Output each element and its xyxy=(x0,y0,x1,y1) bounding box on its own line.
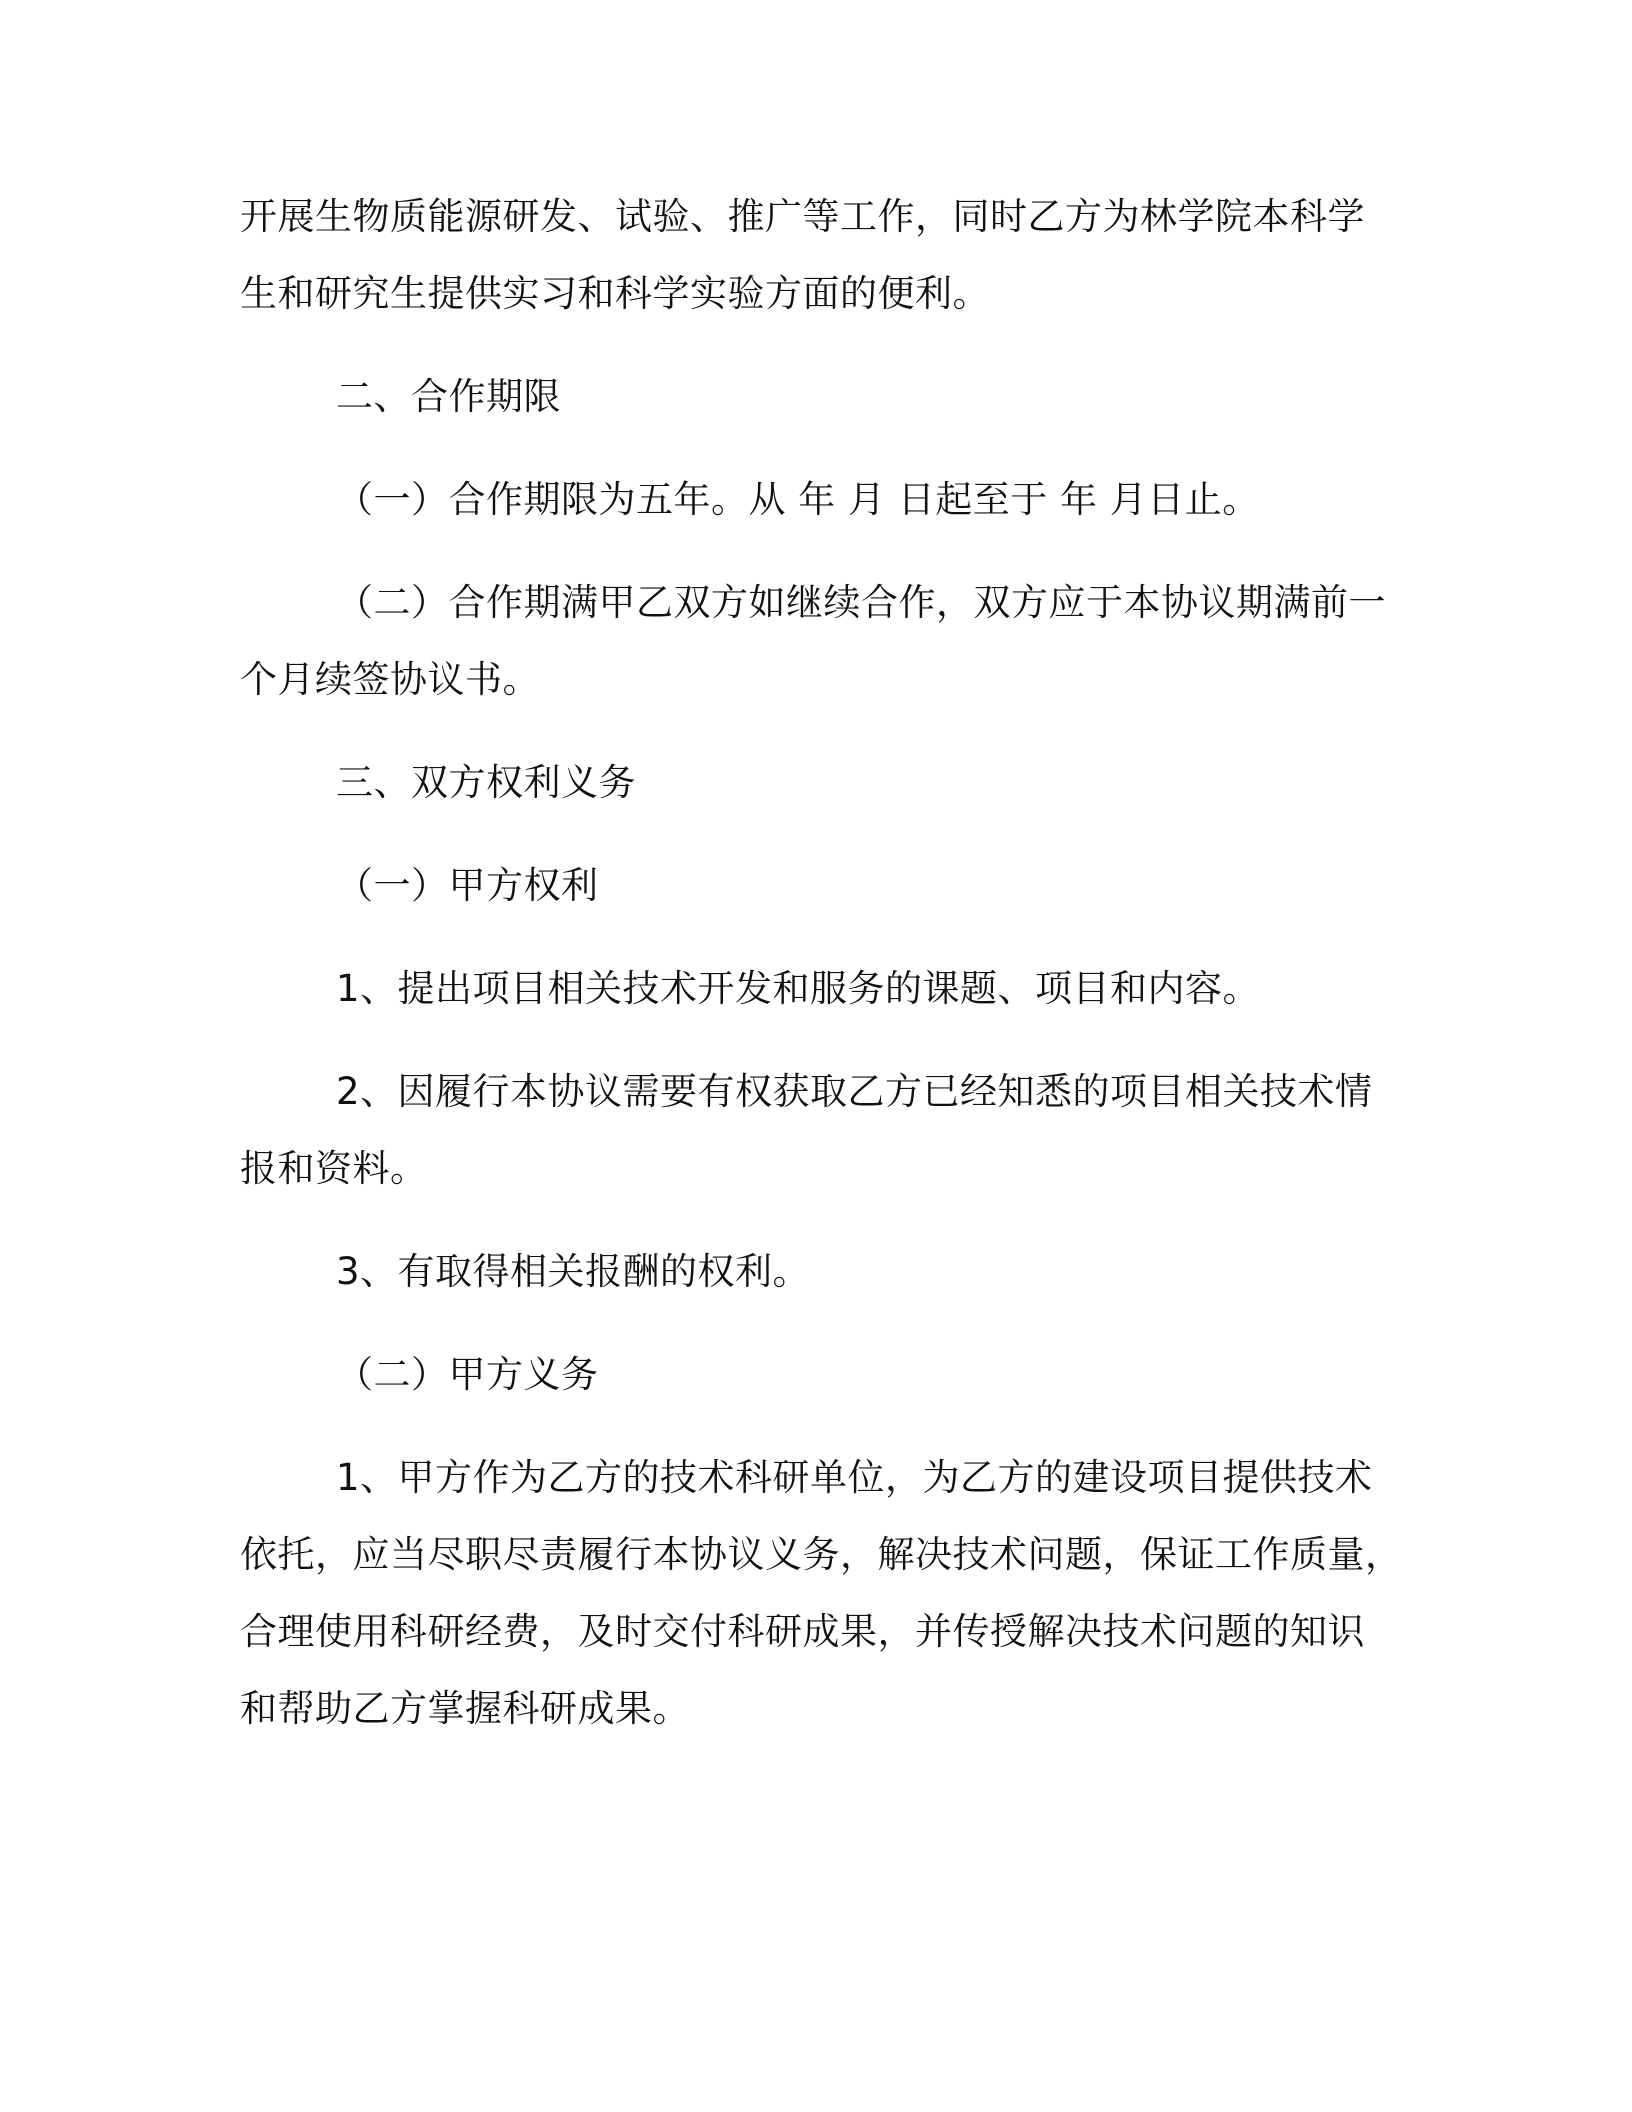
text-line: 合理使用科研经费，及时交付科研成果，并传授解决技术问题的知识 xyxy=(240,1610,1365,1653)
text-line: 报和资料。 xyxy=(240,1147,428,1190)
subsection-heading: （二）甲方义务 xyxy=(336,1353,599,1396)
text-line: 2、因履行本协议需要有权获取乙方已经知悉的项目相关技术情 xyxy=(336,1070,1373,1113)
section-heading: 三、双方权利义务 xyxy=(336,761,636,804)
text-line: 生和研究生提供实习和科学实验方面的便利。 xyxy=(240,272,990,315)
text-line: 依托，应当尽职尽责履行本协议义务，解决技术问题，保证工作质量， xyxy=(240,1533,1403,1576)
text-line: （一）合作期限为五年。从 年 月 日起至于 年 月日止。 xyxy=(336,478,1260,521)
section-heading: 二、合作期限 xyxy=(336,375,561,418)
text-line: （二）合作期满甲乙双方如继续合作，双方应于本协议期满前一 xyxy=(336,581,1386,624)
text-line: 1、提出项目相关技术开发和服务的课题、项目和内容。 xyxy=(336,967,1261,1010)
text-line: 开展生物质能源研发、试验、推广等工作，同时乙方为林学院本科学 xyxy=(240,195,1365,238)
text-line: 和帮助乙方掌握科研成果。 xyxy=(240,1687,690,1730)
text-line: 3、有取得相关报酬的权利。 xyxy=(336,1250,811,1293)
text-line: 1、甲方作为乙方的技术科研单位，为乙方的建设项目提供技术 xyxy=(336,1456,1373,1499)
subsection-heading: （一）甲方权利 xyxy=(336,864,599,907)
text-line: 个月续签协议书。 xyxy=(240,658,540,701)
